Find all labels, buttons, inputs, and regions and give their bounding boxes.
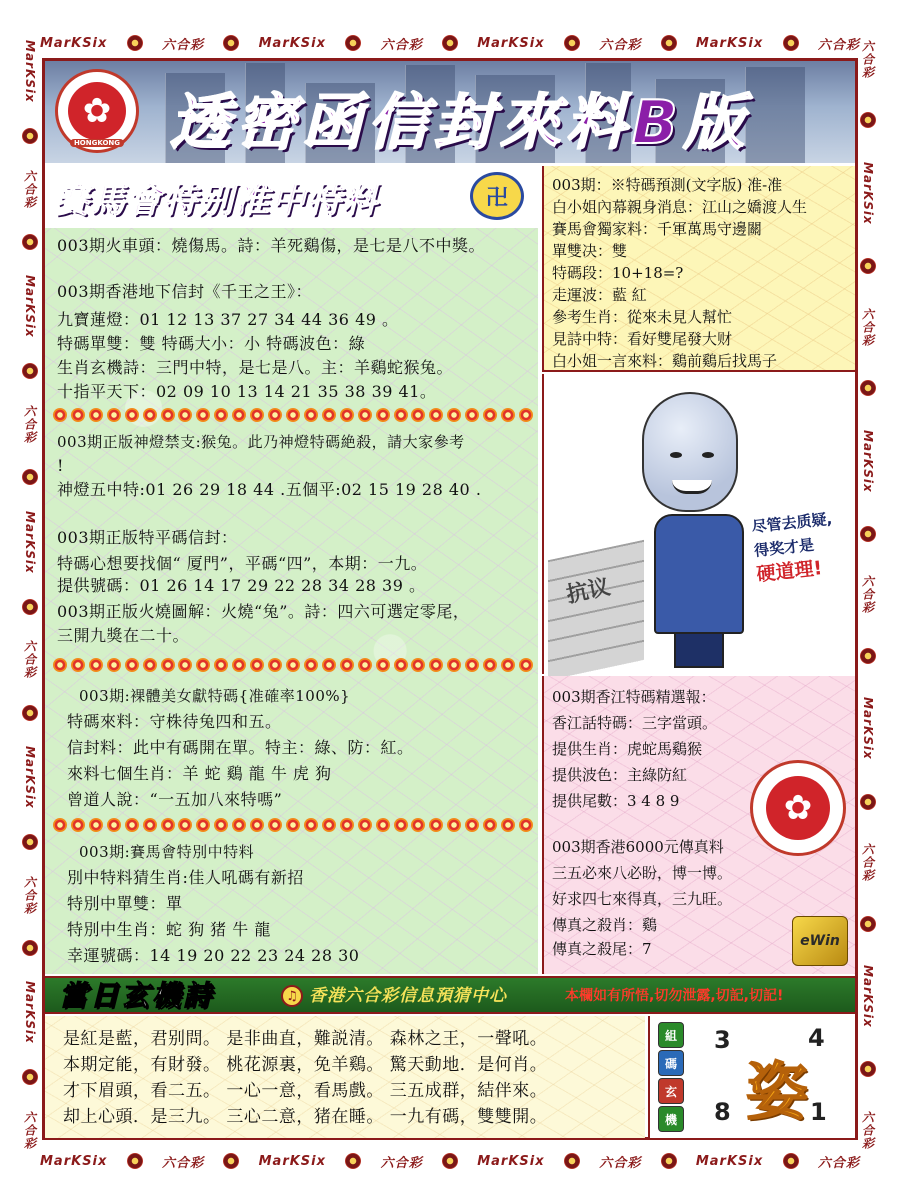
text-line: 特碼單雙：雙 特碼大小：小 特碼波色：綠 xyxy=(57,334,366,353)
speech-line-2: 得奖才是 xyxy=(753,535,815,560)
text-line: 生肖玄機詩：三門中特，是七是八。主：羊鷄蛇猴兔。 xyxy=(57,358,454,377)
poem-line: 本期定能，有財發。 桃花源裏，免羊鷄。 驚天動地．是何肖。 xyxy=(63,1055,548,1075)
flower-icon xyxy=(345,1153,361,1169)
text-line: 提供號碼：01 26 14 17 29 22 28 34 28 39 。 xyxy=(57,576,426,595)
brand-en: MarKSix xyxy=(23,745,37,809)
brand-zh: 六合彩 xyxy=(380,1155,423,1171)
flower-icon xyxy=(564,1153,580,1169)
poem-line: 是紅是藍，君别問。 是非曲直，難説清。 森林之王，一聲吼。 xyxy=(63,1029,548,1049)
text-line: 提供波色：主綠防紅 xyxy=(552,766,688,784)
brand-en: MarKSix xyxy=(861,965,875,1028)
flower-icon xyxy=(661,1153,677,1169)
flower-icon xyxy=(223,35,239,51)
text-line: 傳真之殺肖：鷄 xyxy=(552,916,658,934)
brand-en: MarKSix xyxy=(695,1153,764,1169)
flower-divider xyxy=(53,408,533,424)
flower-icon xyxy=(860,258,876,274)
poem-title: 當日玄機詩 xyxy=(59,979,215,1012)
text-line: 特碼心想要找個“ 厦門”，平碼“四”，本期：一九。 xyxy=(57,554,428,573)
special-pick-panel xyxy=(542,676,855,974)
protest-sign-text: 抗议 xyxy=(564,574,613,609)
text-line: 003期香港地下信封《千王之王》： xyxy=(57,282,313,301)
text-line: 香江話特碼：三字當頭。 xyxy=(552,714,718,732)
flower-icon xyxy=(22,128,38,144)
flower-divider xyxy=(53,658,533,674)
text-line: 特碼來料：守株待兔四和五。 xyxy=(67,712,282,731)
flower-icon xyxy=(860,916,876,932)
combo-label: 機 xyxy=(658,1106,684,1132)
flower-icon xyxy=(127,35,143,51)
flower-icon xyxy=(860,794,876,810)
border-right-strip xyxy=(856,40,880,1150)
speech-text xyxy=(750,505,853,587)
text-line: 003期香港6000元傳真料 xyxy=(552,838,724,856)
combo-number: 4 xyxy=(808,1024,825,1052)
brand-zh: 六合彩 xyxy=(380,37,423,53)
brand-zh: 六合彩 xyxy=(860,843,875,883)
flower-icon xyxy=(860,380,876,396)
logo-text: HONGKONG xyxy=(70,139,124,147)
text-line: 003期：※特碼預測(文字版) 准-准 xyxy=(552,176,783,194)
brand-zh: 六合彩 xyxy=(817,37,860,53)
brand-zh: 六合彩 xyxy=(860,575,875,615)
brand-zh: 六合彩 xyxy=(162,1155,205,1171)
flower-icon xyxy=(22,940,38,956)
prediction-panel xyxy=(542,166,855,372)
text-line: 十指平天下：02 09 10 13 14 21 35 38 39 41。 xyxy=(57,382,437,401)
text-line: 三開九獎在二十。 xyxy=(57,626,190,645)
bauhinia-icon: ✿ xyxy=(766,776,830,840)
brand-en: MarKSix xyxy=(40,1153,108,1169)
text-line: 見詩中特：看好雙尾發大财 xyxy=(552,330,733,348)
combo-number: 1 xyxy=(810,1098,827,1126)
combo-number: 8 xyxy=(714,1098,731,1126)
flower-icon xyxy=(860,1061,876,1077)
flower-icon xyxy=(22,1069,38,1085)
flower-icon xyxy=(127,1153,143,1169)
badge-icon: 卍 xyxy=(470,172,524,220)
flower-icon xyxy=(442,35,458,51)
poem-center-label: 香港六合彩信息預猜中心 xyxy=(309,986,507,1006)
brand-zh: 六合彩 xyxy=(860,307,875,347)
text-line: 傳真之殺尾：7 xyxy=(552,940,652,958)
brand-en: MarKSix xyxy=(40,35,108,51)
text-line: 特碼段：10+18=? xyxy=(552,264,684,282)
text-line: 參考生肖：從來未見人幫忙 xyxy=(552,308,733,326)
poem-warning: 本欄如有所悟,切勿泄露,切記,切記! xyxy=(565,988,784,1004)
flower-icon xyxy=(860,526,876,542)
flower-icon xyxy=(661,35,677,51)
combo-label: 組 xyxy=(658,1022,684,1048)
text-line: 003期正版火燒圖解：火燒“兔”。詩：四六可選定零尾， xyxy=(57,602,470,621)
brand-en: MarKSix xyxy=(258,1153,327,1169)
ewin-logo: eWin xyxy=(792,916,848,966)
text-line: 神燈五中特:01 26 29 18 44 .五個平:02 15 19 28 40 . xyxy=(57,480,482,499)
combo-label: 玄 xyxy=(658,1078,684,1104)
section-title: 賽馬會特别准中特料 xyxy=(55,180,379,221)
text-line: 白小姐一言來料：鷄前鷄后找馬子 xyxy=(552,352,778,370)
brand-zh: 六合彩 xyxy=(599,1155,642,1171)
cartoon-body xyxy=(654,514,744,634)
brand-zh: 六合彩 xyxy=(817,1155,860,1171)
text-line: 特別中生肖：蛇 狗 猪 牛 龍 xyxy=(67,920,271,939)
combo-label: 碼 xyxy=(658,1050,684,1076)
left-section-header xyxy=(45,166,538,228)
speech-line-1: 尽管去质疑, xyxy=(750,509,833,537)
text-line: ! xyxy=(57,456,64,475)
border-bottom-strip xyxy=(40,1148,860,1174)
bauhinia-icon: ✿ xyxy=(68,82,126,140)
brand-en: MarKSix xyxy=(861,161,875,225)
flower-icon xyxy=(783,1153,799,1169)
text-line: 曾道人說：“一五加八來特嗎” xyxy=(67,790,283,809)
text-line: 三五必來八必盼，博一博。 xyxy=(552,864,733,882)
flower-icon xyxy=(22,834,38,850)
flower-icon xyxy=(564,35,580,51)
flower-icon xyxy=(345,35,361,51)
text-line: 白小姐內幕親身消息：江山之嬌渡人生 xyxy=(552,198,808,216)
brand-en: MarKSix xyxy=(23,275,37,339)
brand-en: MarKSix xyxy=(23,981,37,1045)
cartoon-legs xyxy=(674,632,724,668)
text-line: 九寶蓮燈：01 12 13 37 27 34 44 36 49 。 xyxy=(57,310,399,329)
text-line: 提供尾數：3 4 8 9 xyxy=(552,792,680,810)
poem-body xyxy=(45,1016,645,1138)
brand-en: MarKSix xyxy=(23,40,37,103)
flower-icon xyxy=(442,1153,458,1169)
brand-zh: 六合彩 xyxy=(22,1110,37,1150)
flower-icon xyxy=(860,648,876,664)
poem-header-bar xyxy=(45,976,855,1014)
flower-icon xyxy=(783,35,799,51)
brand-zh: 六合彩 xyxy=(860,40,875,79)
flower-icon xyxy=(22,363,38,379)
text-line: 003期:裸體美女獻特碼{准確率100%} xyxy=(79,687,351,705)
hk-logo xyxy=(750,760,846,856)
flower-icon xyxy=(22,599,38,615)
text-line: 單雙决：雙 xyxy=(552,242,628,260)
brand-zh: 六合彩 xyxy=(22,640,37,680)
flower-icon xyxy=(223,1153,239,1169)
brick-wall xyxy=(548,540,644,680)
brand-en: MarKSix xyxy=(477,1153,545,1169)
speech-line-3: 硬道理! xyxy=(755,557,824,586)
brand-zh: 六合彩 xyxy=(22,875,37,915)
text-line: 別中特料猜生肖:佳人吼碼有新招 xyxy=(67,868,304,887)
flower-icon xyxy=(22,234,38,250)
brand-zh: 六合彩 xyxy=(22,404,37,444)
text-line: 幸運號碼：14 19 20 22 23 24 28 30 xyxy=(67,946,360,965)
text-line: 003期火車頭：燒傷馬。詩：羊死鷄傷，是七是八不中獎。 xyxy=(57,236,486,255)
brand-en: MarKSix xyxy=(258,35,327,51)
combo-box xyxy=(648,1016,855,1138)
text-line: 特別中單雙：單 xyxy=(67,894,183,913)
flower-icon xyxy=(22,705,38,721)
text-line: 來料七個生肖：羊 蛇 鷄 龍 牛 虎 狗 xyxy=(67,764,332,783)
text-line: 003期香江特碼精選報： xyxy=(552,688,716,706)
flower-icon xyxy=(22,469,38,485)
flower-divider xyxy=(53,818,533,834)
page-title: 透密函信封來料B版 xyxy=(170,88,750,158)
poem-line: 才下眉頭，看二五。 一心一意，看馬戲。 三五成群，結伴來。 xyxy=(63,1081,548,1101)
border-left-strip xyxy=(18,40,42,1150)
brand-en: MarKSix xyxy=(477,35,545,51)
brand-zh: 六合彩 xyxy=(22,169,37,209)
border-top-strip xyxy=(40,30,860,56)
brand-en: MarKSix xyxy=(861,429,875,493)
text-line: 003期:賽馬會特別中特料 xyxy=(79,843,255,861)
brand-en: MarKSix xyxy=(695,35,764,51)
hk-logo xyxy=(55,69,139,153)
text-line: 003期正版神燈禁支:猴兔。此乃神燈特碼絶殺，請大家參考 xyxy=(57,433,465,451)
brand-zh: 六合彩 xyxy=(162,37,205,53)
text-line: 好求四七來得真，三九旺。 xyxy=(552,890,733,908)
lottery-icon: ♫ xyxy=(281,985,303,1007)
cartoon-illustration xyxy=(542,374,855,674)
text-line: 賽馬會獨家料：千軍萬馬守邊關 xyxy=(552,220,763,238)
text-line: 信封料：此中有碼開在單。特主：綠、防：紅。 xyxy=(67,738,414,757)
text-line: 走運波：藍 紅 xyxy=(552,286,647,304)
brand-zh: 六合彩 xyxy=(860,1110,875,1150)
brand-en: MarKSix xyxy=(23,510,37,574)
combo-number: 3 xyxy=(714,1026,731,1054)
left-column xyxy=(45,166,538,974)
brand-zh: 六合彩 xyxy=(599,37,642,53)
flower-icon xyxy=(860,112,876,128)
cartoon-head xyxy=(642,392,738,512)
poem-line: 却上心頭．是三九。 三心二意，猪在睡。 一九有碼，雙雙開。 xyxy=(63,1107,548,1127)
header-banner xyxy=(45,61,855,163)
brand-en: MarKSix xyxy=(861,697,875,761)
text-line: 003期正版特平碼信封： xyxy=(57,528,238,547)
combo-character: 姿 xyxy=(746,1055,809,1128)
text-line: 提供生肖：虎蛇馬鷄猴 xyxy=(552,740,703,758)
